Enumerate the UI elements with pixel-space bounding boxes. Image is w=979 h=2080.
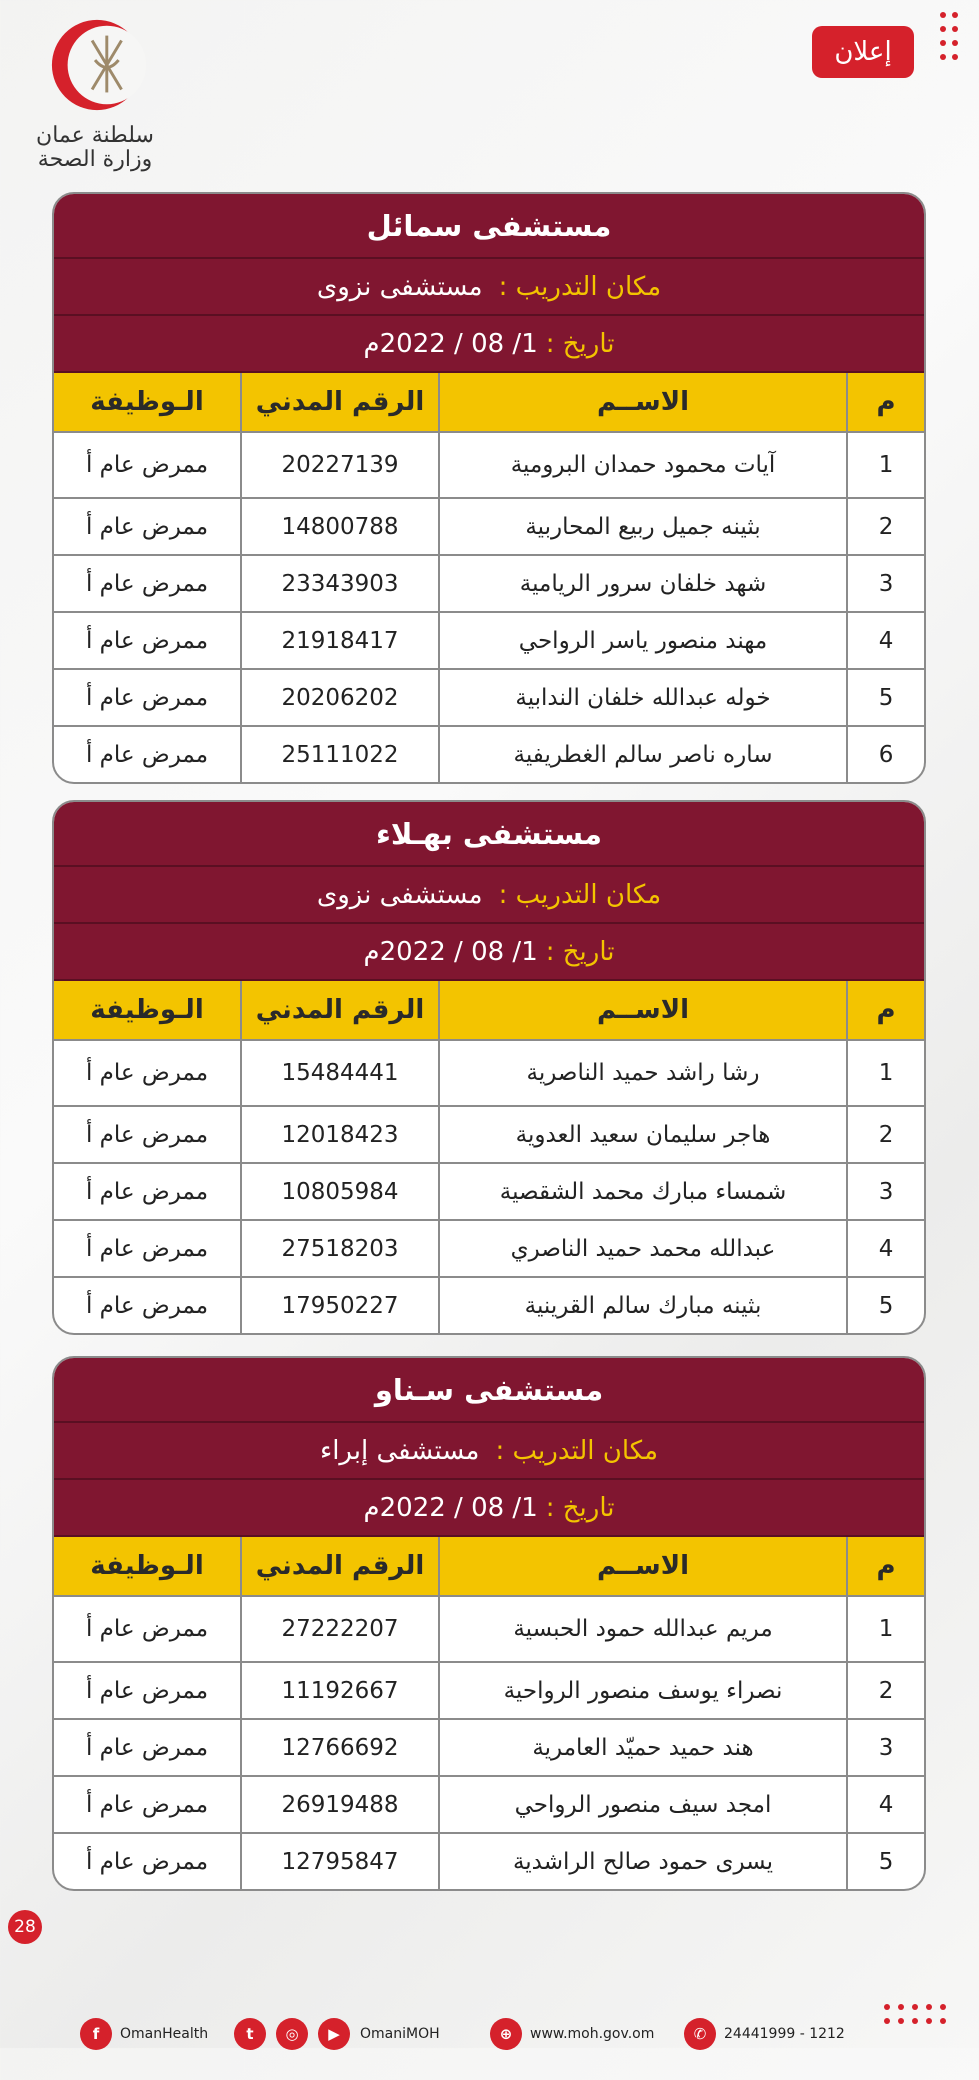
table-row — [54, 727, 924, 782]
header-job: الـوظيفة — [90, 387, 204, 417]
table-row — [54, 1720, 924, 1777]
training-place-value: مستشفى نزوى — [316, 879, 483, 910]
row-civil-id: 17950227 — [240, 1278, 438, 1333]
decorative-dots-bottom — [884, 2004, 946, 2024]
row-name: يسرى حمود صالح الراشدية — [438, 1834, 846, 1889]
header-number: م — [846, 373, 924, 431]
row-number: 1 — [846, 433, 924, 497]
website-url: www.moh.gov.om — [530, 2026, 655, 2042]
table-row — [54, 556, 924, 613]
page-number: 28 — [8, 1910, 42, 1944]
row-job: ممرض عام أ — [85, 1060, 209, 1086]
row-name: هند حميد حميّد العامرية — [438, 1720, 846, 1775]
row-civil-id: 20206202 — [240, 670, 438, 725]
row-number: 6 — [846, 727, 924, 782]
announcement-badge: إعلان — [812, 26, 914, 78]
table-header — [54, 981, 924, 1041]
row-number: 5 — [846, 1278, 924, 1333]
row-name: بثينه جميل ربيع المحاربية — [438, 499, 846, 554]
header-number: م — [846, 981, 924, 1039]
row-job: ممرض عام أ — [85, 1178, 209, 1205]
header-civil-id: الرقم المدني — [240, 373, 438, 431]
training-date — [54, 924, 924, 981]
row-job: ممرض عام أ — [85, 570, 209, 597]
row-civil-id: 20227139 — [240, 433, 438, 497]
table-row — [54, 1777, 924, 1834]
table-row — [54, 670, 924, 727]
date-label: تاريخ : — [545, 936, 615, 967]
phone-icon: ✆ — [684, 2018, 716, 2050]
date-label: تاريخ : — [545, 1492, 615, 1523]
row-name: ساره ناصر سالم الغطريفية — [438, 727, 846, 782]
decorative-dots — [940, 12, 958, 60]
logo-line1: سلطنة عمان — [36, 123, 154, 148]
header-number: م — [846, 1537, 924, 1595]
row-job: ممرض عام أ — [85, 1292, 209, 1319]
date-value: 1/ 08 / 2022م — [363, 328, 538, 359]
row-name: مريم عبدالله حمود الحبسية — [438, 1597, 846, 1661]
row-civil-id: 25111022 — [240, 727, 438, 782]
table-row — [54, 1663, 924, 1720]
table-row — [54, 1278, 924, 1333]
table-row — [54, 613, 924, 670]
row-number: 5 — [846, 1834, 924, 1889]
facebook-icon: f — [80, 2018, 112, 2050]
row-number: 4 — [846, 1777, 924, 1832]
header-civil-id: الرقم المدني — [240, 1537, 438, 1595]
row-name: شهد خلفان سرور الريامية — [438, 556, 846, 611]
row-job: ممرض عام أ — [85, 1121, 209, 1148]
row-name: نصراء يوسف منصور الرواحية — [438, 1663, 846, 1718]
row-number: 3 — [846, 556, 924, 611]
row-job: ممرض عام أ — [85, 513, 209, 540]
row-number: 2 — [846, 1663, 924, 1718]
logo-line2: وزارة الصحة — [37, 147, 153, 172]
header-name: الاســم — [438, 1537, 846, 1595]
row-civil-id: 21918417 — [240, 613, 438, 668]
row-job: ممرض عام أ — [85, 741, 209, 768]
training-place-label: مكان التدريب : — [498, 879, 662, 910]
footer-phone[interactable] — [684, 2018, 845, 2050]
table-row — [54, 433, 924, 499]
row-civil-id: 10805984 — [240, 1164, 438, 1219]
training-place — [54, 1423, 924, 1480]
table-header — [54, 373, 924, 433]
table-body — [54, 1597, 924, 1889]
row-number: 2 — [846, 1107, 924, 1162]
training-date — [54, 316, 924, 373]
row-civil-id: 27222207 — [240, 1597, 438, 1661]
row-civil-id: 26919488 — [240, 1777, 438, 1832]
row-job: ممرض عام أ — [85, 1848, 209, 1875]
twitter-icon: t — [234, 2018, 266, 2050]
row-name: آيات محمود حمدان البرومية — [438, 433, 846, 497]
row-civil-id: 12795847 — [240, 1834, 438, 1889]
row-name: هاجر سليمان سعيد العدوية — [438, 1107, 846, 1162]
row-job: ممرض عام أ — [85, 627, 209, 654]
table-row — [54, 1164, 924, 1221]
table-body — [54, 1041, 924, 1333]
facebook-handle: OmanHealth — [120, 2026, 209, 2042]
phone-number: 24441999 - 1212 — [724, 2026, 845, 2042]
table-body — [54, 433, 924, 782]
table-row — [54, 1107, 924, 1164]
row-civil-id: 15484441 — [240, 1041, 438, 1105]
table-row — [54, 499, 924, 556]
row-number: 4 — [846, 613, 924, 668]
row-number: 3 — [846, 1164, 924, 1219]
row-civil-id: 11192667 — [240, 1663, 438, 1718]
training-place-value: مستشفى إبراء — [319, 1435, 480, 1466]
header-job: الـوظيفة — [90, 995, 204, 1025]
header-job: الـوظيفة — [90, 1551, 204, 1581]
date-value: 1/ 08 / 2022م — [363, 1492, 538, 1523]
row-name: مهند منصور ياسر الرواحي — [438, 613, 846, 668]
row-job: ممرض عام أ — [85, 1734, 209, 1761]
training-place-label: مكان التدريب : — [495, 1435, 659, 1466]
row-name: عبدالله محمد حميد الناصري — [438, 1221, 846, 1276]
footer-facebook[interactable] — [80, 2018, 208, 2050]
footer — [0, 2018, 979, 2080]
row-job: ممرض عام أ — [85, 1677, 209, 1704]
dribbble-icon: ⊕ — [490, 2018, 522, 2050]
hospital-card-bahla — [52, 800, 926, 1335]
training-place — [54, 259, 924, 316]
hospital-card-sinaw — [52, 1356, 926, 1891]
header-name: الاســم — [438, 373, 846, 431]
row-name: خوله عبدالله خلفان الندابية — [438, 670, 846, 725]
instagram-icon: ◎ — [276, 2018, 308, 2050]
row-civil-id: 12766692 — [240, 1720, 438, 1775]
row-name: بثينه مبارك سالم القرينية — [438, 1278, 846, 1333]
training-date — [54, 1480, 924, 1537]
hospital-title: مستشفى سـناو — [54, 1358, 924, 1423]
hospital-title: مستشفى سمائل — [54, 194, 924, 259]
youtube-icon: ▶ — [318, 2018, 350, 2050]
crescent-emblem-icon — [48, 16, 146, 114]
row-name: شمساء مبارك محمد الشقصية — [438, 1164, 846, 1219]
header-name: الاســم — [438, 981, 846, 1039]
row-job: ممرض عام أ — [85, 1235, 209, 1262]
row-job: ممرض عام أ — [85, 1791, 209, 1818]
row-civil-id: 14800788 — [240, 499, 438, 554]
row-civil-id: 23343903 — [240, 556, 438, 611]
date-label: تاريخ : — [545, 328, 615, 359]
row-number: 4 — [846, 1221, 924, 1276]
row-number: 1 — [846, 1041, 924, 1105]
row-job: ممرض عام أ — [85, 452, 209, 478]
table-row — [54, 1597, 924, 1663]
footer-social[interactable] — [234, 2018, 440, 2050]
ministry-logo — [30, 16, 160, 172]
row-job: ممرض عام أ — [85, 1616, 209, 1642]
row-number: 3 — [846, 1720, 924, 1775]
row-civil-id: 12018423 — [240, 1107, 438, 1162]
table-row — [54, 1834, 924, 1889]
row-civil-id: 27518203 — [240, 1221, 438, 1276]
header-civil-id: الرقم المدني — [240, 981, 438, 1039]
hospital-card-samail — [52, 192, 926, 784]
footer-website[interactable] — [490, 2018, 654, 2050]
logo-text — [30, 124, 160, 172]
row-name: امجد سيف منصور الرواحي — [438, 1777, 846, 1832]
hospital-title: مستشفى بهـلاء — [54, 802, 924, 867]
row-job: ممرض عام أ — [85, 684, 209, 711]
row-number: 2 — [846, 499, 924, 554]
row-number: 1 — [846, 1597, 924, 1661]
training-place — [54, 867, 924, 924]
table-row — [54, 1221, 924, 1278]
table-row — [54, 1041, 924, 1107]
row-number: 5 — [846, 670, 924, 725]
row-name: رشا راشد حميد الناصرية — [438, 1041, 846, 1105]
social-handle: OmaniMOH — [360, 2026, 440, 2042]
training-place-value: مستشفى نزوى — [316, 271, 483, 302]
date-value: 1/ 08 / 2022م — [363, 936, 538, 967]
training-place-label: مكان التدريب : — [498, 271, 662, 302]
table-header — [54, 1537, 924, 1597]
